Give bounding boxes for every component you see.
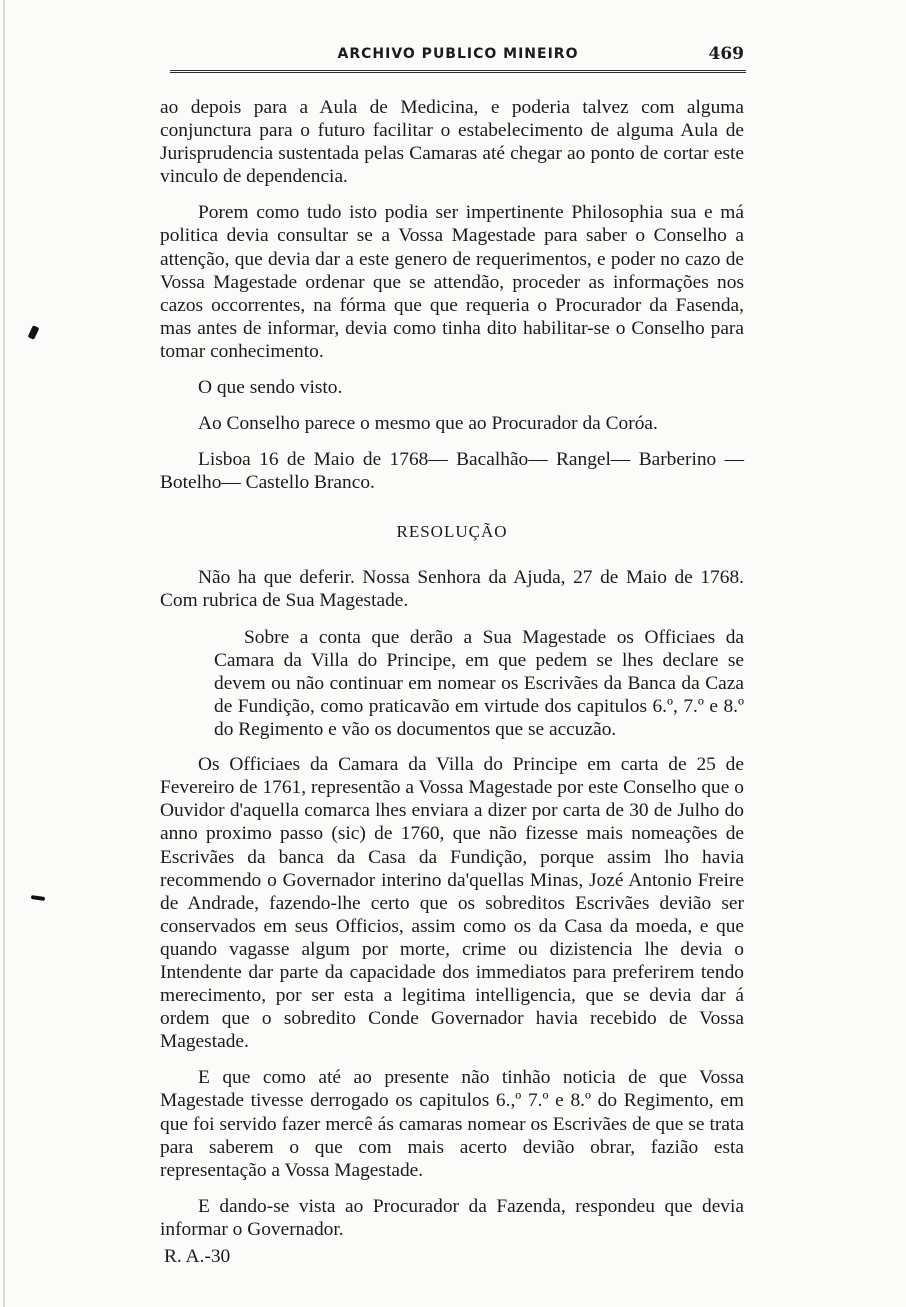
- paragraph-philosophia: Porem como tudo isto podia ser impertinente Philosophia sua e má politica devia consultar se a Vossa Magestade para saber o Conselho a attenção, que devia dar a este genero de requerimentos, e poder no cazo de Vossa Magestade ordenar que se attendão, proceder as informações nos cazos occorrentes, na fórma que que requeria o Procurador da Fasenda, mas antes de informar, devia como tinha dito habilitar-se o Conselho para tomar conhecimento.: [160, 202, 744, 362]
- paragraph-procurador: E dando-se vista ao Procurador da Fazenda, respondeu que devia informar o Governador.: [160, 1195, 744, 1240]
- margin-ink-mark-lower: [31, 895, 45, 901]
- signature-code: R. A.-30: [164, 1246, 231, 1268]
- paragraph-representacao: E que como até ao presente não tinhão noticia de que Vossa Magestade tivesse derrogado os capitulos 6.,º 7.º e 8.º do Regimento, em que foi servido fazer mercê ás camaras nomear os Escrivães de que se trata para saberem o que com mais acerto devião obrar, fazião esta representação a Vossa Magestade.: [160, 1067, 744, 1181]
- page-number: 469: [708, 44, 744, 64]
- paragraph-officiaes: Os Officiaes da Camara da Villa do Principe em carta de 25 de Fevereiro de 1761, representão a Vossa Magestade por este Conselho que o Ouvidor d'aquella comarca lhes enviara a dizer por carta de 30 de Julho do anno proximo passo (sic) de 1760, que não fizesse mais nomeações de Escrivães da banca da Casa da Fundição, porque assim lho havia recommendo o Governador interino da'quellas Minas, Jozé Antonio Freire de Andrade, fazendo-lhe certo que os sobreditos Escrivães devião ser conservados em seus Officios, assim como os da Casa da moeda, e que quando vagasse algum por morte, crime ou dizistencia lhe devia o Intendente dar parte da capacidade dos immediatos para preferirem tendo merecimento, por ser esta a legitima intelligencia, que se devia dar á ordem que o sobredito Conde Governador havia recebido de Vossa Magestade.: [160, 754, 744, 1053]
- paragraph-sendo-visto: O que sendo visto.: [198, 377, 343, 399]
- page-body: [160, 96, 744, 1268]
- paragraph-continuation: ao depois para a Aula de Medicina, e poderia talvez com alguma conjunctura para o futuro facilitar o estabelecimento de alguma Aula de Jurisprudencia sustentada pelas Camaras até chegar ao ponto de cortar este vinculo de dependencia.: [160, 97, 744, 188]
- page-header: [170, 44, 746, 73]
- running-title: ARCHIVO PUBLICO MINEIRO: [337, 46, 579, 62]
- resolution-text: Não ha que deferir. Nossa Senhora da Ajuda, 27 de Maio de 1768. Com rubrica de Sua Magestade.: [160, 566, 744, 611]
- paragraph-signatories: Lisboa 16 de Maio de 1768— Bacalhão— Rangel— Barberino — Botelho— Castello Branco.: [160, 449, 744, 494]
- section-heading: RESOLUÇÃO: [396, 522, 508, 542]
- paragraph-conselho-parece: Ao Conselho parece o mesmo que ao Procurador da Coróa.: [198, 413, 658, 435]
- left-page-edge: [3, 0, 5, 1307]
- margin-ink-mark-upper: [28, 325, 40, 340]
- document-summary: Sobre a conta que derão a Sua Magestade os Officiaes da Camara da Villa do Principe, em que pedem se lhes declare se devem ou não continuar em nomear os Escrivães da Banca da Caza de Fundição, como praticavão em virtude dos capitulos 6.º, 7.º e 8.º do Regimento e vão os documentos que se accuzão.: [214, 626, 744, 741]
